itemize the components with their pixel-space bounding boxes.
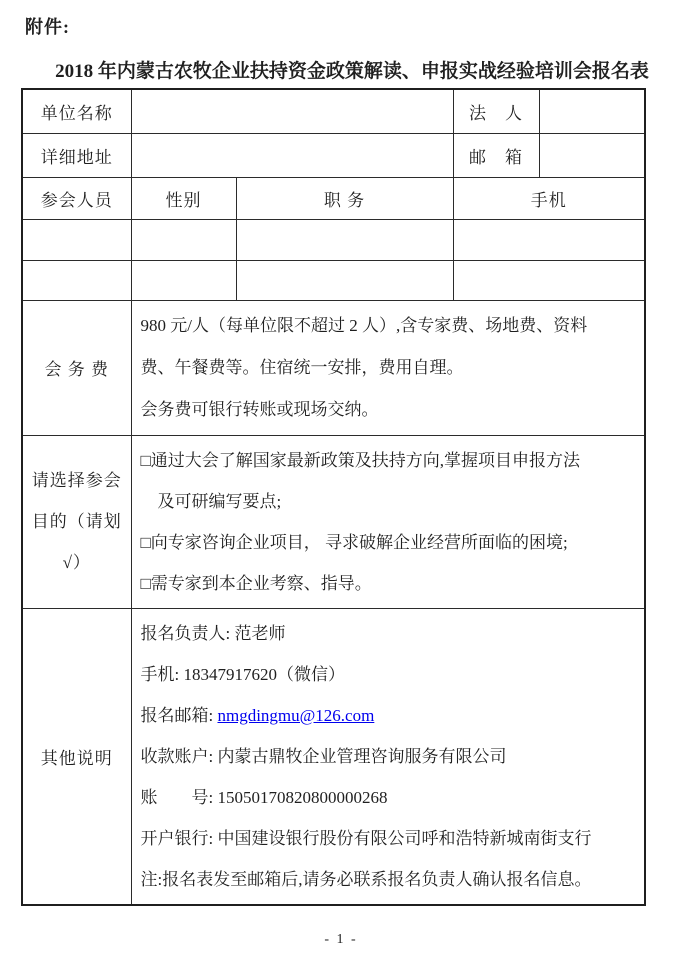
contact-phone-line: 手机: 18347917620（微信） xyxy=(140,664,345,684)
gender-header: 性别 xyxy=(131,177,236,219)
participant-position-cell xyxy=(236,260,453,300)
email-label: 报名邮箱: xyxy=(140,705,218,725)
page-title: 2018 年内蒙古农牧企业扶持资金政策解读、申报实战经验培训会报名表 xyxy=(55,61,649,82)
registration-email-line xyxy=(141,695,639,736)
participant-name-cell xyxy=(22,219,131,260)
participant-position-cell xyxy=(236,219,453,260)
participant-gender-cell xyxy=(131,260,236,300)
purpose-option: □向专家咨询企业项目， 寻求破解企业经营所面临的困境; xyxy=(140,532,568,552)
unit-name-value-cell xyxy=(131,89,453,133)
mailbox-label: 邮 箱 xyxy=(453,133,539,177)
account-name-line: 收款账户: 内蒙古鼎牧企业管理咨询服务有限公司 xyxy=(140,746,507,766)
table-row xyxy=(22,133,645,177)
purpose-option: □通过大会了解国家最新政策及扶持方向,掌握项目申报方法 xyxy=(140,450,581,470)
fee-row xyxy=(22,300,645,435)
purpose-row xyxy=(22,435,645,608)
table-header-row xyxy=(22,177,645,219)
participant-mobile-cell xyxy=(453,260,645,300)
contact-person-line: 报名负责人: 范老师 xyxy=(140,623,286,643)
participant-name-cell xyxy=(22,260,131,300)
mobile-header: 手机 xyxy=(453,177,645,219)
other-info-row xyxy=(22,608,645,905)
registration-form-table xyxy=(21,88,646,906)
purpose-label-line: √） xyxy=(62,553,91,572)
participant-gender-cell xyxy=(131,219,236,260)
unit-name-label: 单位名称 xyxy=(22,89,131,133)
attachment-label: 附件: xyxy=(25,17,70,37)
mailbox-value-cell xyxy=(539,133,645,177)
address-label: 详细地址 xyxy=(22,133,131,177)
participant-mobile-cell xyxy=(453,219,645,260)
legal-person-value-cell xyxy=(539,89,645,133)
purpose-label xyxy=(22,435,131,608)
fee-line: 会务费可银行转账或现场交纳。 xyxy=(140,399,379,419)
note-line: 注:报名表发至邮箱后,请务必联系报名负责人确认报名信息。 xyxy=(140,869,592,889)
fee-line: 费、午餐费等。住宿统一安排，费用自理。 xyxy=(140,357,464,377)
other-info-label: 其他说明 xyxy=(22,608,131,905)
purpose-option-continuation: 及可研编写要点; xyxy=(140,491,282,511)
purpose-content-cell xyxy=(131,435,645,608)
purpose-label-line: 目的（请划 xyxy=(31,512,122,531)
legal-person-label: 法 人 xyxy=(453,89,539,133)
email-link[interactable]: nmgdingmu@126.com xyxy=(217,705,375,725)
purpose-option: □需专家到本企业考察、指导。 xyxy=(140,573,372,593)
participant-entry-row xyxy=(22,219,645,260)
fee-content-cell xyxy=(131,300,645,435)
address-value-cell xyxy=(131,133,453,177)
fee-line: 980 元/人（每单位限不超过 2 人）,含专家费、场地费、资料 xyxy=(140,315,588,335)
other-info-content-cell xyxy=(131,608,645,905)
table-row xyxy=(22,89,645,133)
position-header: 职 务 xyxy=(236,177,453,219)
purpose-label-line: 请选择参会 xyxy=(31,471,122,490)
account-number-line: 账 号: 15050170820800000268 xyxy=(140,787,388,807)
fee-label: 会 务 费 xyxy=(22,300,131,435)
participants-header: 参会人员 xyxy=(22,177,131,219)
page-number: - 1 - xyxy=(324,932,358,947)
participant-entry-row xyxy=(22,260,645,300)
bank-line: 开户银行: 中国建设银行股份有限公司呼和浩特新城南街支行 xyxy=(140,828,592,848)
